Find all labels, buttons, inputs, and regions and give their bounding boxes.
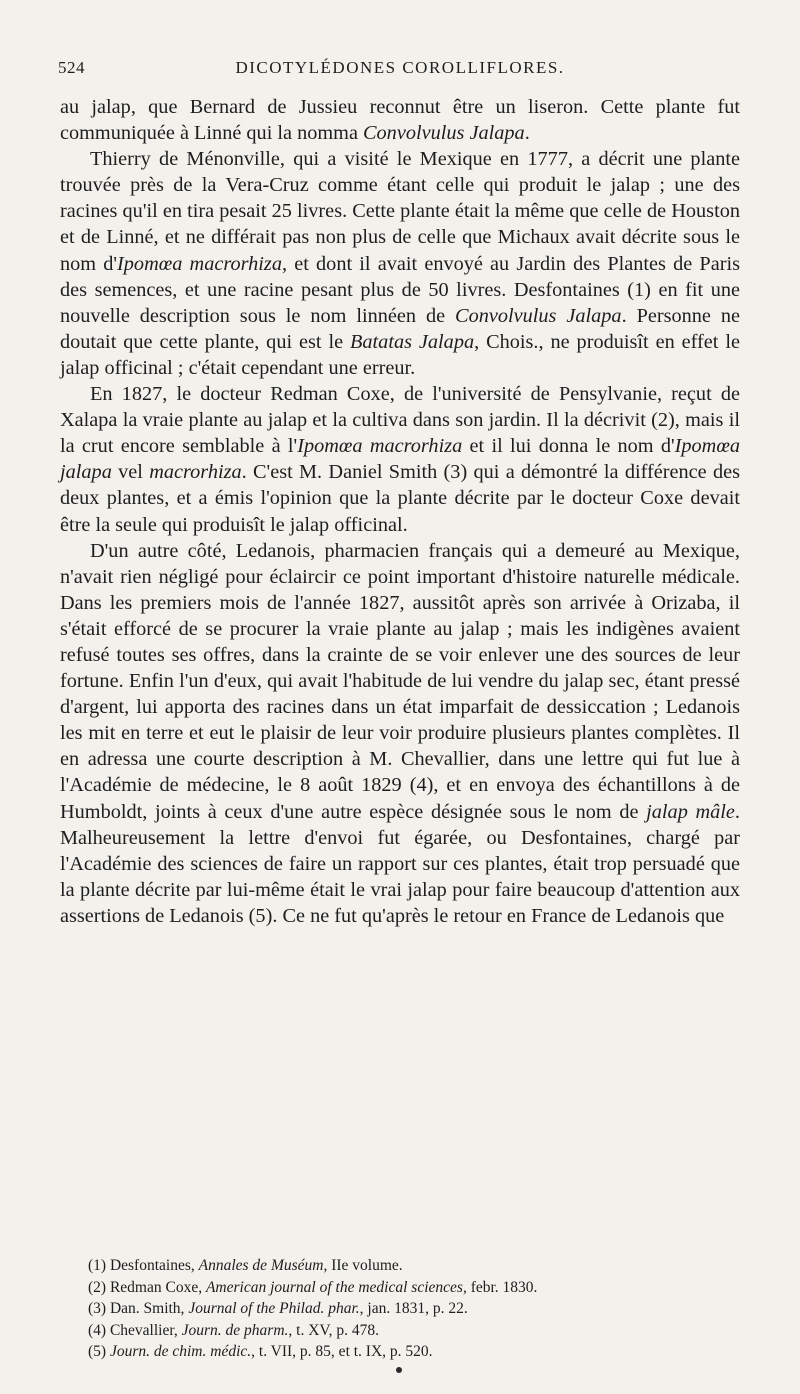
text-run: et il lui donna le nom d' bbox=[462, 435, 675, 458]
body-text bbox=[60, 94, 740, 929]
paragraph bbox=[60, 94, 740, 146]
text-run: vel bbox=[111, 461, 150, 484]
text-run: (5) bbox=[88, 1343, 110, 1360]
page-number: 524 bbox=[58, 58, 85, 77]
footnote bbox=[88, 1341, 740, 1363]
text-run: (4) Chevallier, bbox=[88, 1321, 182, 1339]
italic-text: American journal of the medical sciences bbox=[205, 1278, 463, 1296]
text-run: D'un autre côté, Ledanois, pharmacien français qui a demeuré au Mexique, n'avait rien négligé pour éclaircir ce point important d'histoire naturelle médicale. Dans les premiers mois de l'année 1827, aussitôt après son arrivée à Orizaba, il s'était efforcé de se procurer la vraie plante au jalap ; mais les indigènes avaient refusé toutes ses offres, dans la crainte de se voir enlever une des sources de leur fortune. Enfin l'un d'eux, qui avait l'habitude de lui vendre du jalap sec, étant pressé d'argent, lui apporta des racines dans un état imparfait de dessiccation ; Ledanois les mit en terre et eut le plaisir de leur voir produire plusieurs plantes complètes. Il en adressa une courte description à M. Chevallier, dans une lettre qui fut lue à l'Académie de médecine, le 8 août 1829 (4), et en envoya des échantillons à de Humboldt, joints à ceux d'une autre espèce désignée sous le nom de bbox=[60, 539, 740, 823]
text-run: . bbox=[524, 122, 530, 145]
text-run: , t. XV, p. 478. bbox=[288, 1321, 379, 1339]
italic-text: Batatas Jalapa bbox=[350, 330, 475, 353]
italic-text: jalap mâle bbox=[646, 800, 735, 823]
text-run: , t. VII, p. 85, et t. IX, p. 520. bbox=[251, 1343, 433, 1360]
italic-text: Journal of the Philad. phar. bbox=[188, 1300, 360, 1317]
text-run: , febr. 1830. bbox=[462, 1278, 538, 1296]
text-run: . Personne ne doutait que cette plante, qui est le bbox=[60, 304, 740, 353]
ornament-dot bbox=[396, 1367, 402, 1373]
paragraph bbox=[60, 146, 740, 381]
italic-text: Ipomœa jalapa bbox=[60, 435, 740, 484]
footnote bbox=[88, 1255, 740, 1277]
italic-text: Ipomœa macrorhiza bbox=[117, 252, 282, 275]
italic-text: Convolvulus Jalapa bbox=[363, 122, 525, 145]
italic-text: macrorhiza bbox=[149, 461, 242, 484]
running-title: DICOTYLÉDONES COROLLIFLORES. bbox=[235, 58, 565, 77]
italic-text: Annales de Muséum bbox=[198, 1257, 324, 1274]
italic-text: Convolvulus Jalapa bbox=[455, 304, 622, 327]
text-run: . Malheureusement la lettre d'envoi fut égarée, ou Desfontaines, chargé par l'Académie des sciences de faire un rapport sur ces plantes, était trop persuadé que la plante décrite par lui-même était le vrai jalap pour faire beaucoup d'attention aux assertions de Ledanois (5). Ce ne fut qu'après le retour en France de Ledanois que bbox=[60, 800, 740, 927]
text-run: Thierry de Ménonville, qui a visité le Mexique en 1777, a décrit une plante trouvée près de la Vera-Cruz comme étant celle qui produit le jalap ; une des racines qu'il en tira pesait 25 livres. Cette plante était la même que celle de Houston et de Linné, et ne différait pas non plus de celle que Michaux avait décrite sous le nom d' bbox=[60, 148, 740, 275]
paragraph bbox=[60, 538, 740, 929]
text-run: En 1827, le docteur Redman Coxe, de l'université de Pensylvanie, reçut de Xalapa la vraie plante au jalap et la cultiva dans son jardin. Il la décrivit (2), mais il la crut encore semblable à l' bbox=[60, 383, 740, 458]
italic-text: Journ. de chim. médic. bbox=[109, 1343, 252, 1360]
italic-text: Ipomœa macrorhiza bbox=[297, 435, 463, 458]
text-run: , jan. 1831, p. 22. bbox=[359, 1300, 468, 1317]
text-run: au jalap, que Bernard de Jussieu reconnut être un liseron. Cette plante fut communiquée à Linné qui la nomma bbox=[60, 96, 740, 145]
footnotes bbox=[88, 1255, 740, 1363]
italic-text: Journ. de pharm. bbox=[181, 1321, 289, 1339]
footnote bbox=[88, 1298, 740, 1320]
text-run: , Chois., ne produisît en effet le jalap officinal ; c'était cependant une erreur. bbox=[60, 330, 740, 379]
footnote bbox=[88, 1277, 740, 1299]
text-run: (2) Redman Coxe, bbox=[88, 1278, 206, 1296]
text-run: , IIe volume. bbox=[323, 1257, 403, 1274]
text-run: . C'est M. Daniel Smith (3) qui a démontré la différence des deux plantes, et a émis l'opinion que la plante décrite par le docteur Coxe devait être la seule qui produisît le jalap officinal. bbox=[60, 461, 740, 536]
text-run: (1) Desfontaines, bbox=[88, 1257, 199, 1274]
page-header bbox=[58, 58, 742, 84]
paragraph bbox=[60, 381, 740, 538]
footnote bbox=[88, 1320, 740, 1342]
text-run: , et dont il avait envoyé au Jardin des Plantes de Paris des semences, et une racine pesant plus de 50 livres. Desfontaines (1) en fit une nouvelle description sous le nom linnéen de bbox=[60, 252, 740, 327]
text-run: (3) Dan. Smith, bbox=[88, 1300, 189, 1317]
